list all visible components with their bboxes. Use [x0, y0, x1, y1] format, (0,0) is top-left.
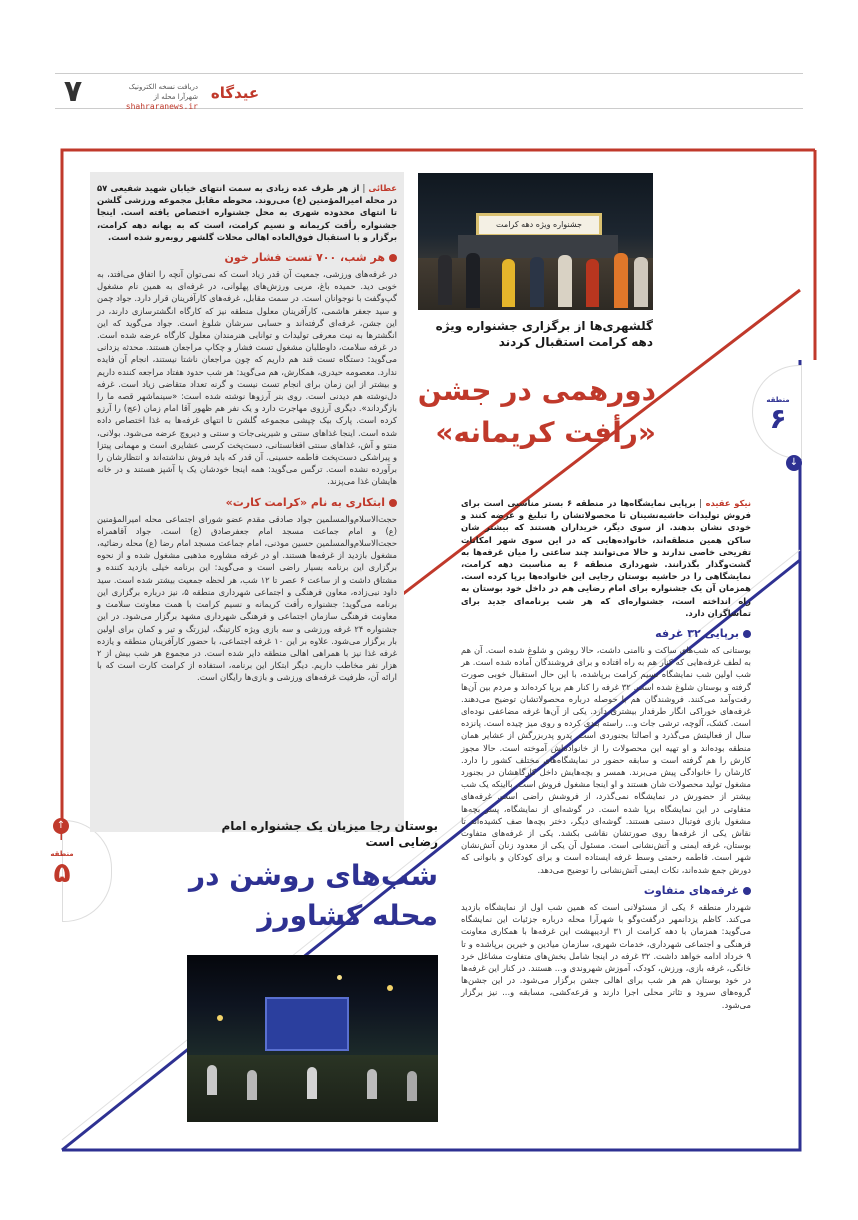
region-6-number: ۶ [769, 402, 787, 435]
region-5-number: ۵ [53, 856, 71, 889]
site-line: دریافت نسخه الکترونیک شهرآرا محله از [128, 83, 198, 101]
arrow-down-icon[interactable]: ↓ [786, 455, 802, 471]
story2-heading-2: ابتکاری به نام «کرامت کارت» [97, 496, 397, 510]
story1-heading-1: برپایی ۳۲ غرفه [461, 627, 751, 641]
story2-lead: عطائی | از هر طرف عده زیادی به سمت انتهای خیابان شهید شفیعی ۵۷ در محله امیرالمؤمنین (ع) می‌روند. محوطه مقابل مجموعه ورزشی گلشن تا انتهای محدوده شهری به محل جشنواره اختصاص یافته است. اینجا جشنواره رأفت کریمانه و نسیم کرامت، است که به بهانه دهه کرامت، برگزار و با استقبال فوق‌العاده اهالی محلات گلشهر روبه‌رو شده است. [97, 183, 397, 242]
story2-paragraph-2: حجت‌الاسلام‌والمسلمین جواد صادقی مقدم عضو شورای اجتماعی محله امیرالمؤمنین (ع) و امام جماعت مسجد امام جعفرصادق (ع) است. جواد آقاهمراه حجت‌الاسلام‌والمسلمین حسین موذنی، امام جماعت مسجد امام رضا (ع) محله رضائیه، مشغول بازدید از غرفه‌ها هستند. او در غرفه مشاوره مذهبی مشغول شده و از نحوه برگزاری این برنامه بسیار راضی است و می‌گوید: این برنامه خیلی بازدید کننده و مشتاق داشت و از ساعت ۶ عصر تا ۱۲ شب، هر لحظه جمعیت بیشتر شده است. سید داود نبی‌زاده، معاون فرهنگی و اجتماعی شهرداری منطقه ۵، نیز درباره برگزاری این برنامه می‌گوید: جشنواره رأفت کریمانه و نسیم کرامت با همت معاونت سلامت و معاونت فرهنگی سازمان اجتماعی و فرهنگی شهرداری مشهد برگزار می‌شود. در این جشنواره ۲۴ غرفه ورزشی و سه بازی ویژه کارتینگ، لیزرتگ و تیر و کمان برای اولین بار برگزار می‌شود. علاوه بر این ۱۰ غرفه اجتماعی، با حضور کارآفرینان منطقه و یازده غرفه غذا نیز با همراهی اهالی منطقه دایر شده است. در مجموع هر شب بیش از ۲ هزار نفر مخاطب داریم. دیگر ابتکار این برنامه، استفاده از کرامت کارت است که با ارائه آن، ظرفیت غرفه‌های ورزشی و بازی‌ها رایگان است. [97, 513, 398, 683]
story2-caption: بوستان رجا میزبان یک جشنواره امام رضایی است [221, 819, 438, 849]
story1-photo-caption: گلشهری‌ها از برگزاری جشنواره ویژه دهه کرامت استقبال کردند [435, 319, 653, 349]
bullet-icon [389, 254, 397, 262]
bullet-icon [743, 887, 751, 895]
story2-title: شب‌های روشن در محله کشاورز [188, 859, 438, 932]
story1-title: دورهمی در جشن «رأفت کریمانه» [417, 374, 656, 449]
story1-text-column [461, 497, 751, 1013]
photo-banner: جشنواره ویژه دهه کرامت [476, 213, 602, 237]
bullet-icon [743, 630, 751, 638]
site-url-link[interactable]: shahraranews.ir [125, 102, 198, 111]
festival-entrance-photo [418, 173, 653, 310]
region-6-label: منطقه [766, 396, 790, 404]
story1-paragraph-2: شهردار منطقه ۶ یکی از مسئولانی است که همین شب اول از نمایشگاه بازدید می‌کند. کاظم یزدانمهر درگفت‌وگو با شهرآرا محله درباره جزئیات این نمایشگاه می‌گوید: همزمان با دهه کرامت از ۳۱ اردیبهشت این غرفه‌ها با همکاری معاونت فرهنگی و اجتماعی شهرداری، خدمات شهری، سازمان میادین و خیرین برپاشده و تا ۹ خرداد ادامه خواهد داشت. ۳۲ غرفه در اینجا شامل بخش‌های متفاوت مشاغل خرد خانگی، غرفه بازی، ورزش، کودک، آموزش شهروندی و... هستند. در کنار این غرفه‌ها در خود بوستان هم هر شب برای اهالی جشن برگزار می‌شود. در این جشن‌ها گروه‌های سرود و تئاتر محلی اجرا دارند و قرعه‌کشی، مسابقه و... نیز برگزار می‌شود. [461, 901, 752, 1010]
story1-intro: نیکو عقیده | برپایی نمایشگاه‌ها در منطقه ۶ بستر مناسبی است برای فروش تولیدات حاشیه‌نشینان تا محصولاتشان را تبلیغ و عرضه کنند و خودی نشان بدهند. از سوی دیگر، خریداران هستند که بیشتر شان ساکن همین منطقه‌اند، خانواده‌هایی که در این سوی شهر امکانات تفریحی خاصی ندارند و حالا می‌توانند چند ساعتی را میان غرفه‌ها به گشت‌وگذار بگذرانند. شهرداری منطقه ۶ به مناسبت دهه کرامت، نمایشگاهی را در حاشیه بوستان رجایی این خانواده‌ها برپا کرده است. همزمان آن یک جشنواره برای امام رضایی هم در داخل خود بوستان به راه انداخته است، جشنواره‌ای که هر شب برنامه‌ای جدید برای تماشاگران دارد. [461, 498, 751, 618]
bullet-icon [389, 499, 397, 507]
night-park-stage-photo [187, 955, 438, 1122]
story1-heading-2: غرفه‌های متفاوت [461, 884, 751, 898]
story1-paragraph-1: بوستانی که شب‌های ساکت و ناامنی داشت، حالا روشن و شلوغ شده است. آن هم به لطف غرفه‌هایی که کنار هم به راه افتاده و برای فروشندگان آماده شده است. هر شب اولین شب نمایشگاه نسیم کرامت برپاشده، با این حال استقبال خوبی صورت گرفته و بوستان شلوغ شده است. ۳۲ غرفه را کنار هم برپا کرده‌اند و مردم بین آن‌ها رفت‌وآمد می‌کنند. فروشندگان هم با حوصله درباره محصولاتشان توضیح می‌دهند. غرفه‌های خوراکی انگار طرفدار بیشتری دارد. یکی از آن‌ها غرفه مضاعفی نوده‌ای است. کشک، آلوچه، ترشی جات و... راسته بندی کرده و روی میز چیده است. پانزده سال از فعالیتش می‌گذرد و اصالتا بجنوردی است. پدرو پدربزرگش از عشایر همان منطقه بوده‌اند و او تهیه این محصولات را از خانواده‌اش آموخته است. حالا مجوز کارش را هم گرفته است و سابقه حضور در نمایشگاه‌های مختلف کشور را دارد. کارشان را خانوادگی پیش می‌برند. همسر و بچه‌هایش داخل کارگاهشان در بجنورد مشغول تولید محصولات شان هستند و او اینجا مشغول فروش است. بااینکه یک شب بیشتر از حضورش در نمایشگاه نمی‌گذرد، از فروشش راضی است. غرفه‌های متفاوتی در این نمایشگاه برپا شده است. در گوشه‌ای از نمایشگاه، پسر بچه‌ها مشغول بازی فوتبال دستی هستند. گوشه‌ای دیگر، دختر بچه‌ها صف کشیده‌اند تا نقاش یکی از غرفه‌ها روی صورتشان نقاشی بکشد. یکی از غرفه‌های متفاوت بوستان، غرفه ایمنی و آتش‌نشانی است. مسئول آن یکی از معدود زنان آتش‌نشان شهر است. فاطمه رحمتی وسط غرفه ایستاده است و برای کودکان و بانوانی که دورش جمع شده‌اند، نکات ایمنی آتش‌نشانی را توضیح می‌دهد. [461, 645, 751, 875]
region-5-label: منطقه [50, 850, 74, 858]
story2-heading-1: هر شب، ۷۰۰ تست فشار خون [97, 251, 397, 265]
page-number: ۷ [63, 74, 83, 109]
section-title: عیدگاه [210, 84, 260, 102]
region-6-badge [756, 396, 800, 434]
story2-text-column [97, 182, 397, 686]
story2-paragraph-1: در غرفه‌های ورزشی، جمعیت آن قدر زیاد است که نمی‌توان آنچه را اتفاق می‌افتد، به خوبی دید. حمیده باغ، مربی ورزش‌های پهلوانی، در غرفه‌ای به همین نام مشغول گپ‌وگفت با نوجوانان است. در سمت مقابل، غرفه‌های کارآفرینان قرار دارد. جواد چمن و سید جعفر هاشمی، کارآفرینان معلول منطقه نیز که کارگاه انگشترسازی دارند، در این جشن، غرفه‌ای گرفته‌اند و حسابی سرشان شلوغ است. جواد می‌گوید که این انگشترها به نیت معرفی تولیدات و توانایی هنرمندان معلول کارگاه عرضه شده است. در غرفه سلامت، داوطلبان مشغول تست فشار و چکاپ مراجعان هستند. محدثه یزدانی می‌گوید: دستگاه تست قند هم داریم که چون مراجعان ناشتا نیستند، انجام آن فایده ندارد. معصومه حیدری، همکارش، هم می‌گوید: هر شب حدود هفتاد مراجعه کننده داریم و بیشتر از این زمان برای انجام تست نیست و گرنه تعداد متقاضی زیاد است. غرفه دل‌نوشته هم دیدنی است. روی بنر آرزوها نوشته شده است: «سینماشهر قصه ما را بازگرداند». دیگری آرزوی مهاجرت دارد و یک نفر هم ظهور آقا امام زمان (عج) را آرزو کرده است. پارک بیک چپشی مجموعه گلشن تا انتهای غرفه‌ها به غذا اختصاص داده شده است. اینجا غذاهای سنتی و شیرینی‌جات و سنتی و دیروچ عرضه می‌شود. بولانی، منتو و آش، غذاهای سنتی افغانستانی، دست‌پخت کرسی عشایری است و مهمانی پیتزا و پیراشکی دست‌پخت فاطمه حسینی. آن قدر که باید فروش نداشته‌اند و انتظارشان را برآورده نشده است. ترگس می‌گوید: همه اینجا خودشان یک پا آشپز هستند و در خانه هایشان غذا می‌پزند. [97, 269, 397, 487]
story1-byline: نیکو عقیده [705, 498, 751, 508]
arrow-up-icon[interactable]: ↑ [53, 818, 69, 834]
region-5-badge [40, 850, 84, 888]
story2-byline: عطائی [368, 183, 397, 193]
